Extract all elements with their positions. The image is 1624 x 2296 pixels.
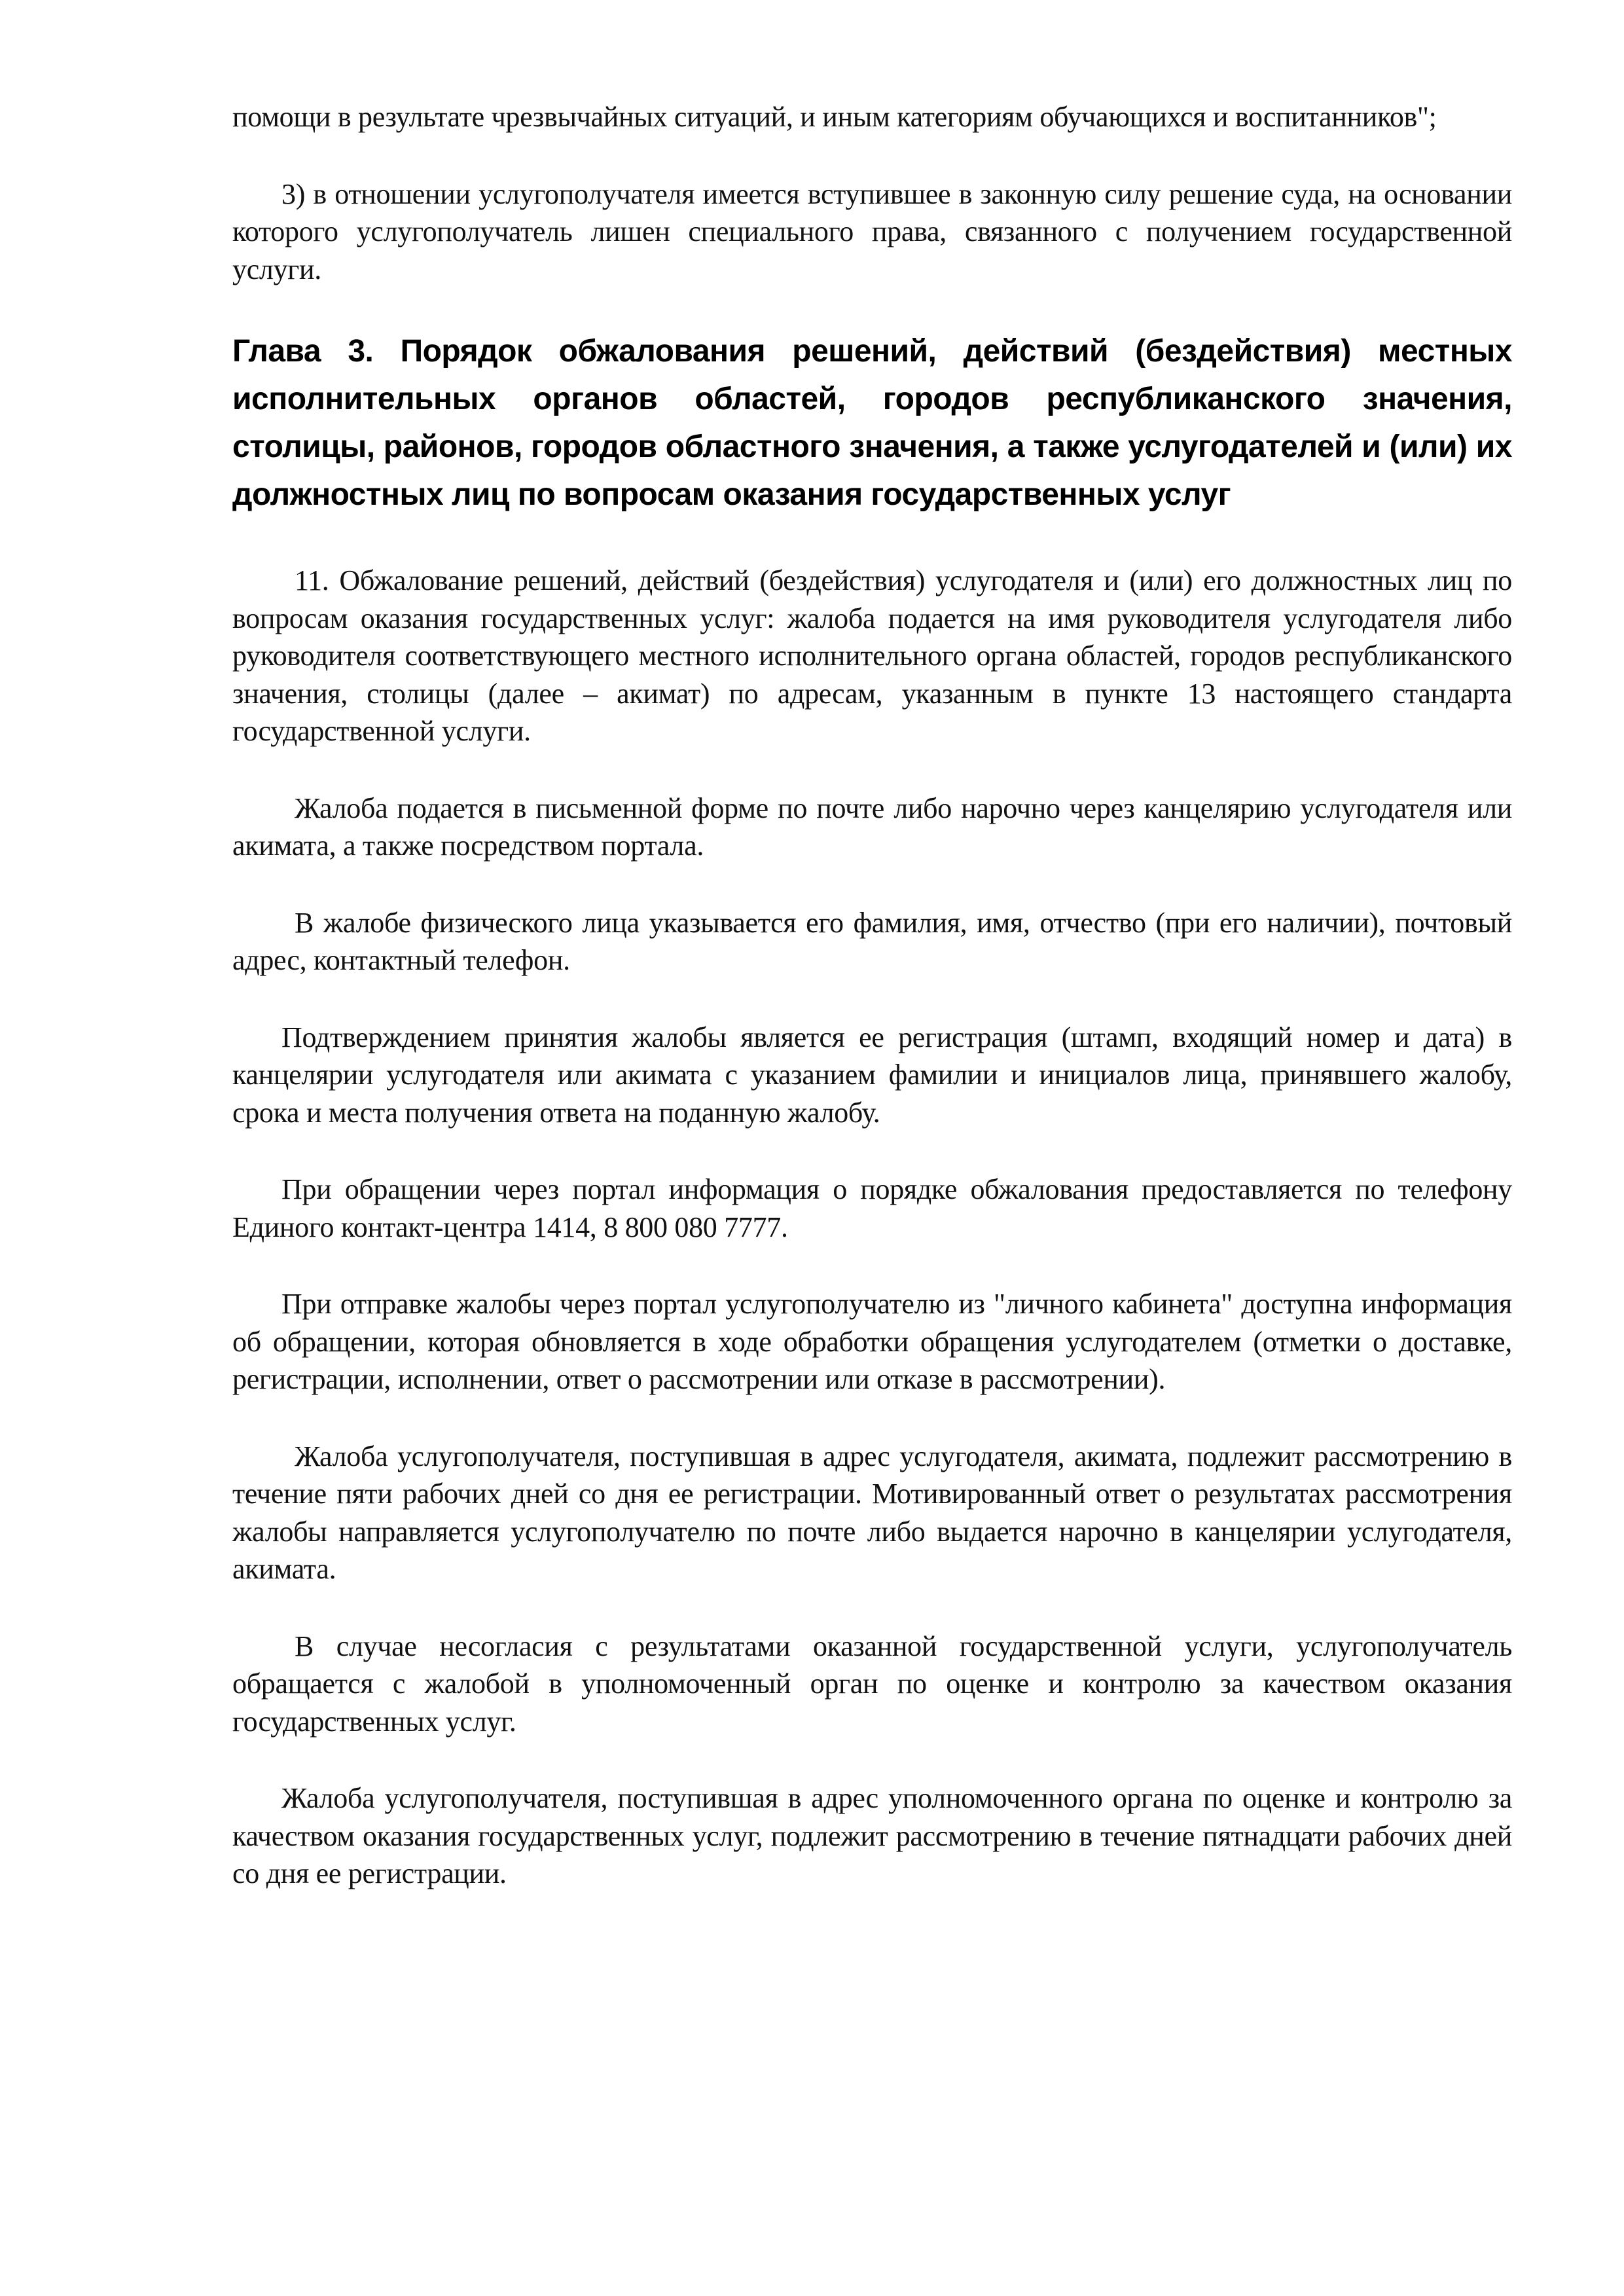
paragraph-portal-cabinet: При отправке жалобы через портал услугополучателю из "личного кабинета" доступна информация об обращении, которая обновляется в ходе обработки обращения услугодателем (отметки о доставке, регистрации, исполнении, ответ о рассмотрении или отказе в рассмотрении). bbox=[232, 1288, 1512, 1395]
chapter-heading: Глава 3. Порядок обжалования решений, действий (бездействия) местных исполнительных органов областей, городов республиканского значения, столицы, районов, городов областного значения, а также услугодателей и (или) их должностных лиц по вопросам оказания государственных услуг bbox=[232, 334, 1512, 512]
paragraph-complaint-content: В жалобе физического лица указывается его фамилия, имя, отчество (при его наличии), почтовый адрес, контактный телефон. bbox=[232, 906, 1512, 976]
paragraph-authorized-body: Жалоба услугополучателя, поступившая в адрес уполномоченного органа по оценке и контролю за качеством оказания государственных услуг, подлежит рассмотрению в течение пятнадцати рабочих дней со дня ее регистрации. bbox=[232, 1782, 1512, 1889]
paragraph-complaint-form: Жалоба подается в письменной форме по почте либо нарочно через канцелярию услугодателя или акимата, а также посредством портала. bbox=[232, 792, 1512, 862]
paragraph-review-period: Жалоба услугополучателя, поступившая в адрес услугодателя, акимата, подлежит рассмотрению в течение пяти рабочих дней со дня ее регистрации. Мотивированный ответ о результатах рассмотрения жалобы направляется услугополучателю по почте либо выдается нарочно в канцелярии услугодателя, акимата. bbox=[232, 1440, 1512, 1585]
paragraph-registration: Подтверждением принятия жалобы является ее регистрация (штамп, входящий номер и дата) в канцелярии услугодателя или акимата с указанием фамилии и инициалов лица, принявшего жалобу, срока и места получения ответа на поданную жалобу. bbox=[232, 1021, 1512, 1129]
paragraph-contact-center: При обращении через портал информация о порядке обжалования предоставляется по телефону Единого контакт-центра 1414, 8 800 080 7777. bbox=[232, 1173, 1512, 1243]
continued-paragraph: помощи в результате чрезвычайных ситуаций, и иным категориям обучающихся и воспитанников"; bbox=[232, 101, 1437, 133]
list-item-3: 3) в отношении услугополучателя имеется вступившее в законную силу решение суда, на основании которого услугополучатель лишен специального права, связанного с получением государственной услуги. bbox=[232, 177, 1512, 285]
paragraph-disagreement: В случае несогласия с результатами оказанной государственной услуги, услугополучатель обращается с жалобой в уполномоченный орган по оценке и контролю за качеством оказания государственных услуг. bbox=[232, 1630, 1512, 1738]
paragraph-11: 11. Обжалование решений, действий (бездействия) услугодателя и (или) его должностных лиц по вопросам оказания государственных услуг: жалоба подается на имя руководителя услугодателя либо руководителя соответствующего местного исполнительного органа областей, городов республиканского значения, столицы (далее – акимат) по адресам, указанным в пункте 13 настоящего стандарта государственной услуги. bbox=[232, 564, 1512, 747]
document-page bbox=[232, 98, 1512, 1893]
